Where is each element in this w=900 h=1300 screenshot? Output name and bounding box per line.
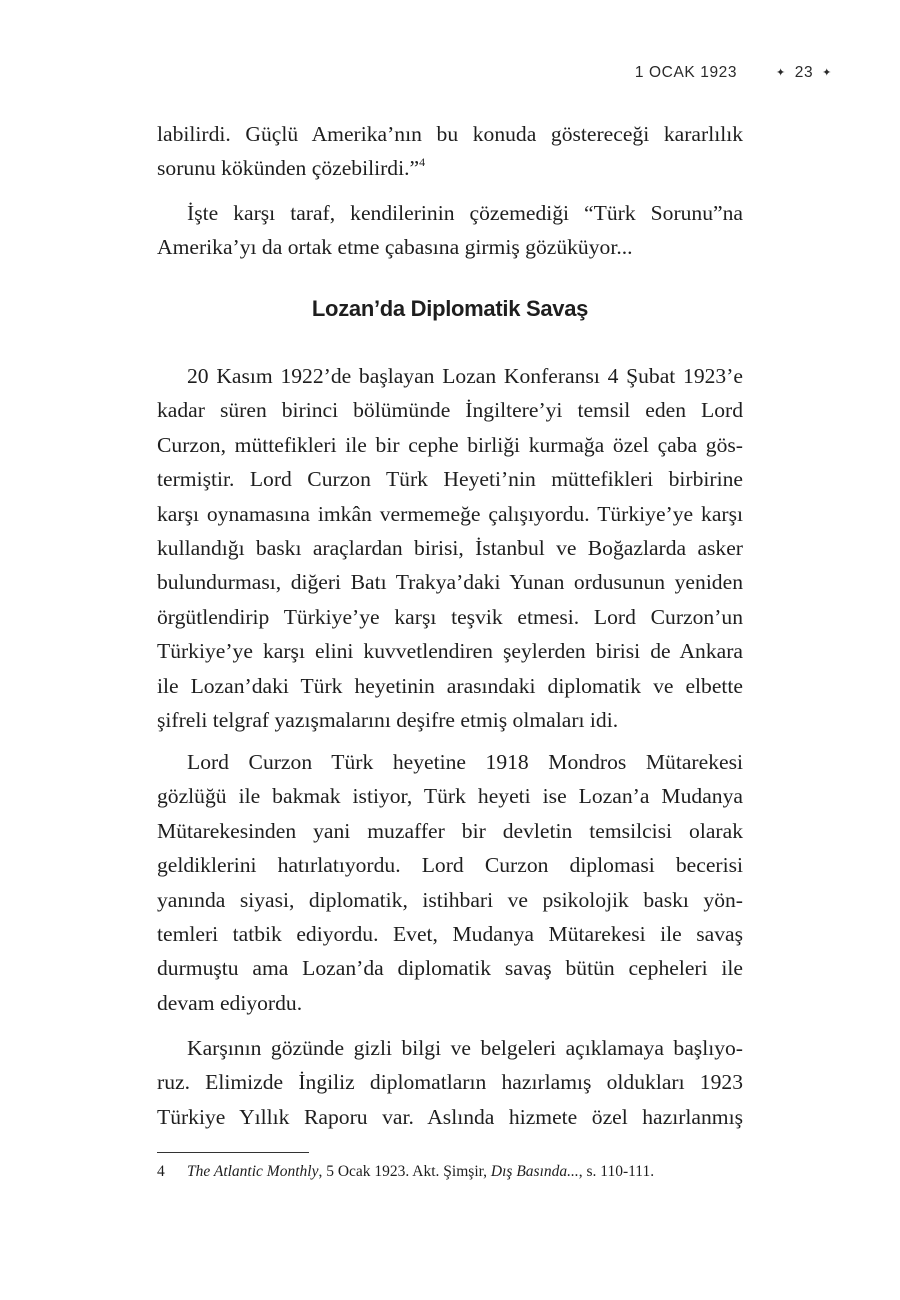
footnote-citation: , 5 Ocak 1923. Akt. Şimşir, [318,1163,491,1180]
text-line: karşı oynamasına imkân vermemeğe çalışıyordu. Türkiye’ye karşı [157,501,743,526]
paragraph-5 [157,1031,743,1134]
footnote-publication-title: The Atlantic Monthly [187,1163,319,1180]
footnote-divider [157,1152,309,1153]
footnote-reference: 4 [419,155,426,170]
text-line: örgütlendirip Türkiye’ye karşı teşvik etmesi. Lord Curzon’un [157,604,743,629]
text-line: Türkiye Yıllık Raporu var. Aslında hizmete özel hazırlanmış [157,1104,743,1129]
ornament-right-icon: ✦ [822,67,832,79]
text-line: ruz. Elimizde İngiliz diplomatların hazırlamış oldukları 1923 [157,1070,743,1095]
text-line: kadar süren birinci bölümünde İngiltere’yi temsil eden Lord [157,398,743,423]
text-line: Amerika’yı da ortak etme çabasına girmiş gözüküyor... [157,235,633,260]
text-line: durmuştu ama Lozan’da diplomatik savaş bütün cepheleri ile [157,956,743,981]
chapter-title: 1 OCAK 1923 [634,64,738,81]
ornament-left-icon: ✦ [776,67,786,79]
section-heading: Lozan’da Diplomatik Savaş [311,296,589,321]
text-line: yanında siyasi, diplomatik, istihbari ve psikolojik baskı yön- [157,887,743,912]
text-line: labilirdi. Güçlü Amerika’nın bu konuda göstereceği kararlılık [157,122,743,146]
footnote-pages: , s. 110-111. [578,1163,655,1180]
page-number: 23 [794,64,814,81]
text-line: sorunu kökünden çözebilirdi.”$^4$ [157,155,426,181]
paragraph-2 [157,196,743,265]
text-line: Karşının gözünde gizli bilgi ve belgeleri açıklamaya başlıyo- [187,1036,743,1060]
paragraph-3 [157,359,743,737]
paragraph-1 [157,117,743,186]
text-line: Türkiye’ye karşı elini kuvvetlendiren şeylerden birisi de Ankara [157,639,743,664]
running-header [635,64,832,82]
text-line: Curzon, müttefikleri ile bir cephe birliği kurmağa özel çaba gös- [157,432,743,457]
text-line: bulundurması, diğeri Batı Trakya’daki Yunan ordusunun yeniden [157,570,743,595]
text-line: kullandığı baskı araçlardan birisi, İstanbul ve Boğazlarda asker [157,535,743,560]
paragraph-4 [157,745,743,1020]
text-line: 20 Kasım 1922’de başlayan Lozan Konferansı 4 Şubat 1923’e [187,364,743,388]
text-line: ile Lozan’daki Türk heyetinin arasındaki diplomatik ve elbette [157,673,743,698]
footnote [157,1163,747,1181]
text-line: termiştir. Lord Curzon Türk Heyeti’nin müttefikleri birbirine [157,467,743,492]
text-line: devam ediyordu. [157,990,303,1015]
text-line: şifreli telgraf yazışmalarını deşifre etmiş olmaları idi. [157,707,619,732]
text-line: Lord Curzon Türk heyetine 1918 Mondros Mütarekesi [187,750,743,774]
text-line: gözlüğü ile bakmak istiyor, Türk heyeti ise Lozan’a Mudanya [157,784,743,809]
text-line: Mütarekesinden yani muzaffer bir devletin temsilcisi olarak [157,818,743,843]
footnote-number: 4 [157,1163,165,1180]
footnote-source-title: Dış Basında... [490,1163,579,1180]
text-line: geldiklerini hatırlatıyordu. Lord Curzon diplomasi becerisi [157,853,743,878]
text-line: temleri tatbik ediyordu. Evet, Mudanya Mütarekesi ile savaş [157,921,743,946]
text-line: İşte karşı taraf, kendilerinin çözemediği “Türk Sorunu”na [187,201,743,225]
